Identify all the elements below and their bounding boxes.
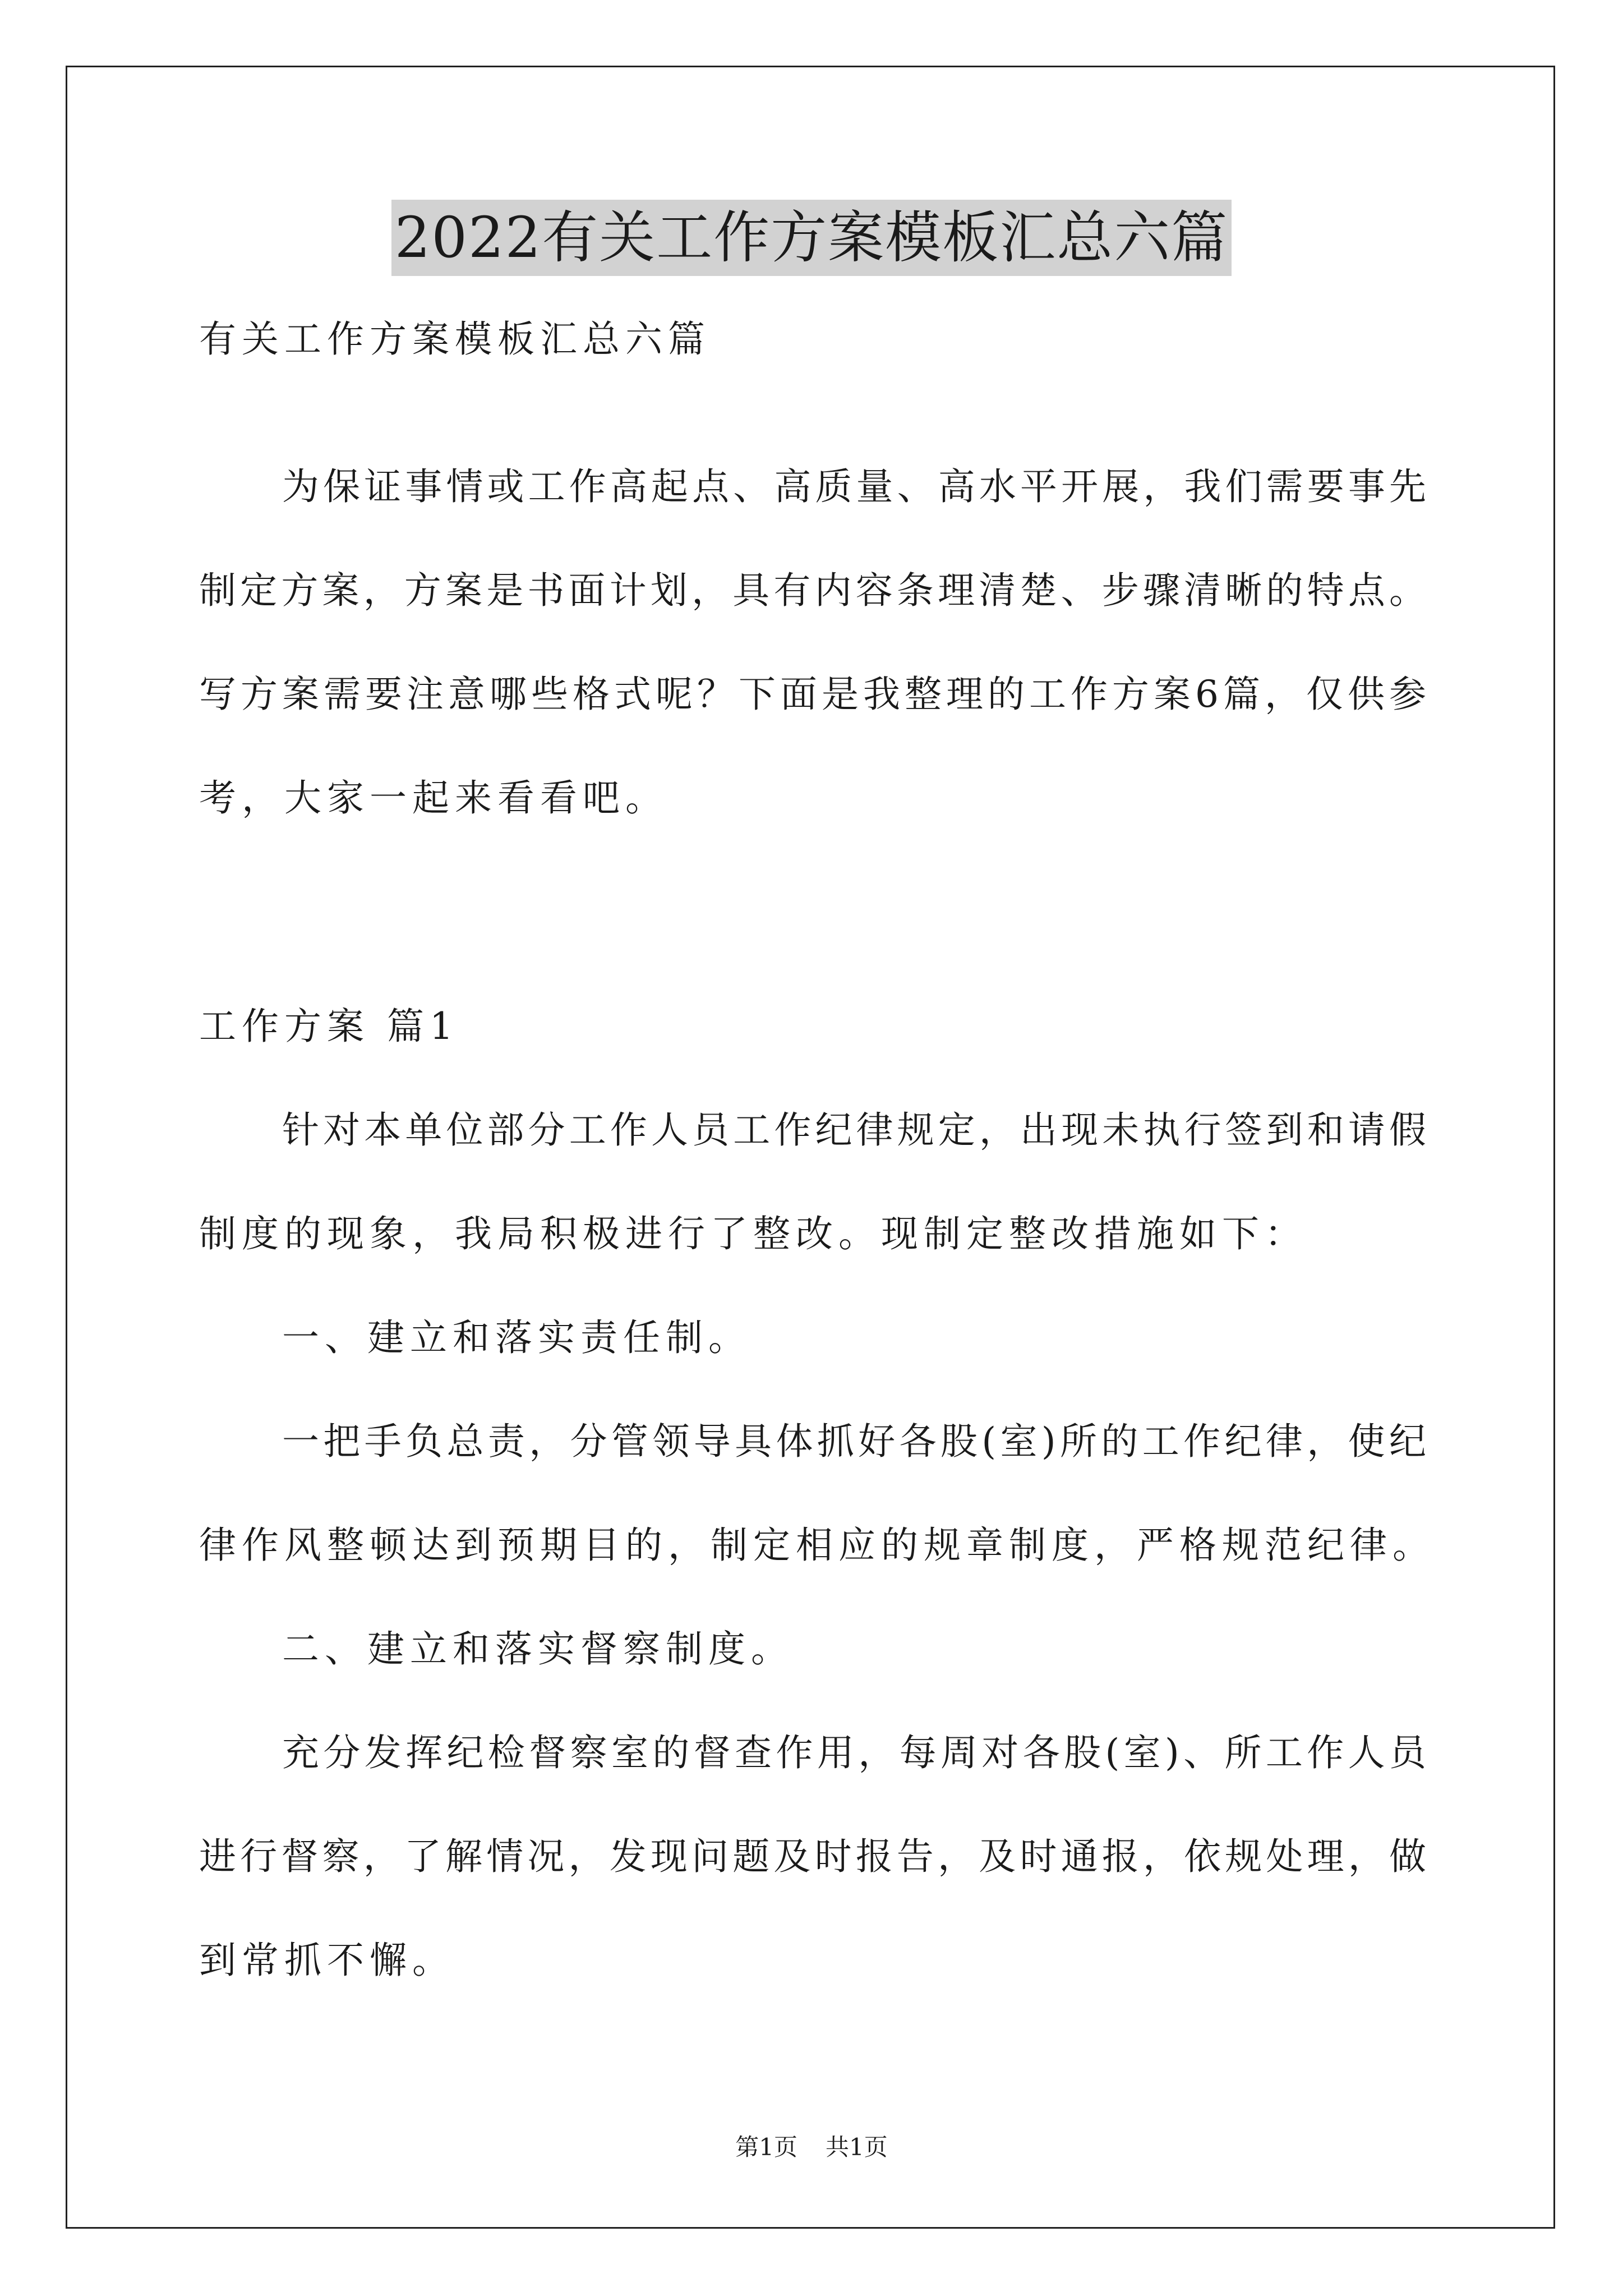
paragraph-line: 考，大家一起来看看吧。	[199, 776, 668, 820]
paragraph-line: 制度的现象，我局积极进行了整改。现制定整改措施如下：	[199, 1212, 1307, 1255]
page-number-current: 第1页	[735, 2133, 797, 2161]
paragraph-line: 一、建立和落实责任制。	[282, 1316, 751, 1359]
page-number-total: 共1页	[826, 2133, 888, 2161]
document-title	[0, 200, 1623, 276]
paragraph-line: 针对本单位部分工作人员工作纪律规定，出现未执行签到和请假	[282, 1108, 1426, 1152]
section-heading: 工作方案 篇1	[199, 1005, 459, 1048]
document-subtitle: 有关工作方案模板汇总六篇	[199, 318, 711, 361]
document-title-text: 2022有关工作方案模板汇总六篇	[391, 200, 1232, 276]
paragraph-line: 为保证事情或工作高起点、高质量、高水平开展，我们需要事先	[282, 465, 1426, 508]
paragraph-line: 制定方案，方案是书面计划，具有内容条理清楚、步骤清晰的特点。	[199, 569, 1426, 612]
paragraph-line: 一把手负总责，分管领导具体抓好各股(室)所的工作纪律，使纪	[282, 1420, 1426, 1463]
paragraph-line: 到常抓不懈。	[199, 1939, 455, 1982]
paragraph-line: 律作风整顿达到预期目的，制定相应的规章制度，严格规范纪律。	[199, 1524, 1435, 1567]
paragraph-line: 写方案需要注意哪些格式呢？下面是我整理的工作方案6篇，仅供参	[199, 673, 1426, 716]
page-footer	[0, 2132, 1623, 2163]
paragraph-line: 二、建立和落实督察制度。	[282, 1627, 794, 1671]
paragraph-line: 进行督察，了解情况，发现问题及时报告，及时通报，依规处理，做	[199, 1835, 1426, 1878]
paragraph-line: 充分发挥纪检督察室的督查作用，每周对各股(室)、所工作人员	[282, 1731, 1426, 1774]
